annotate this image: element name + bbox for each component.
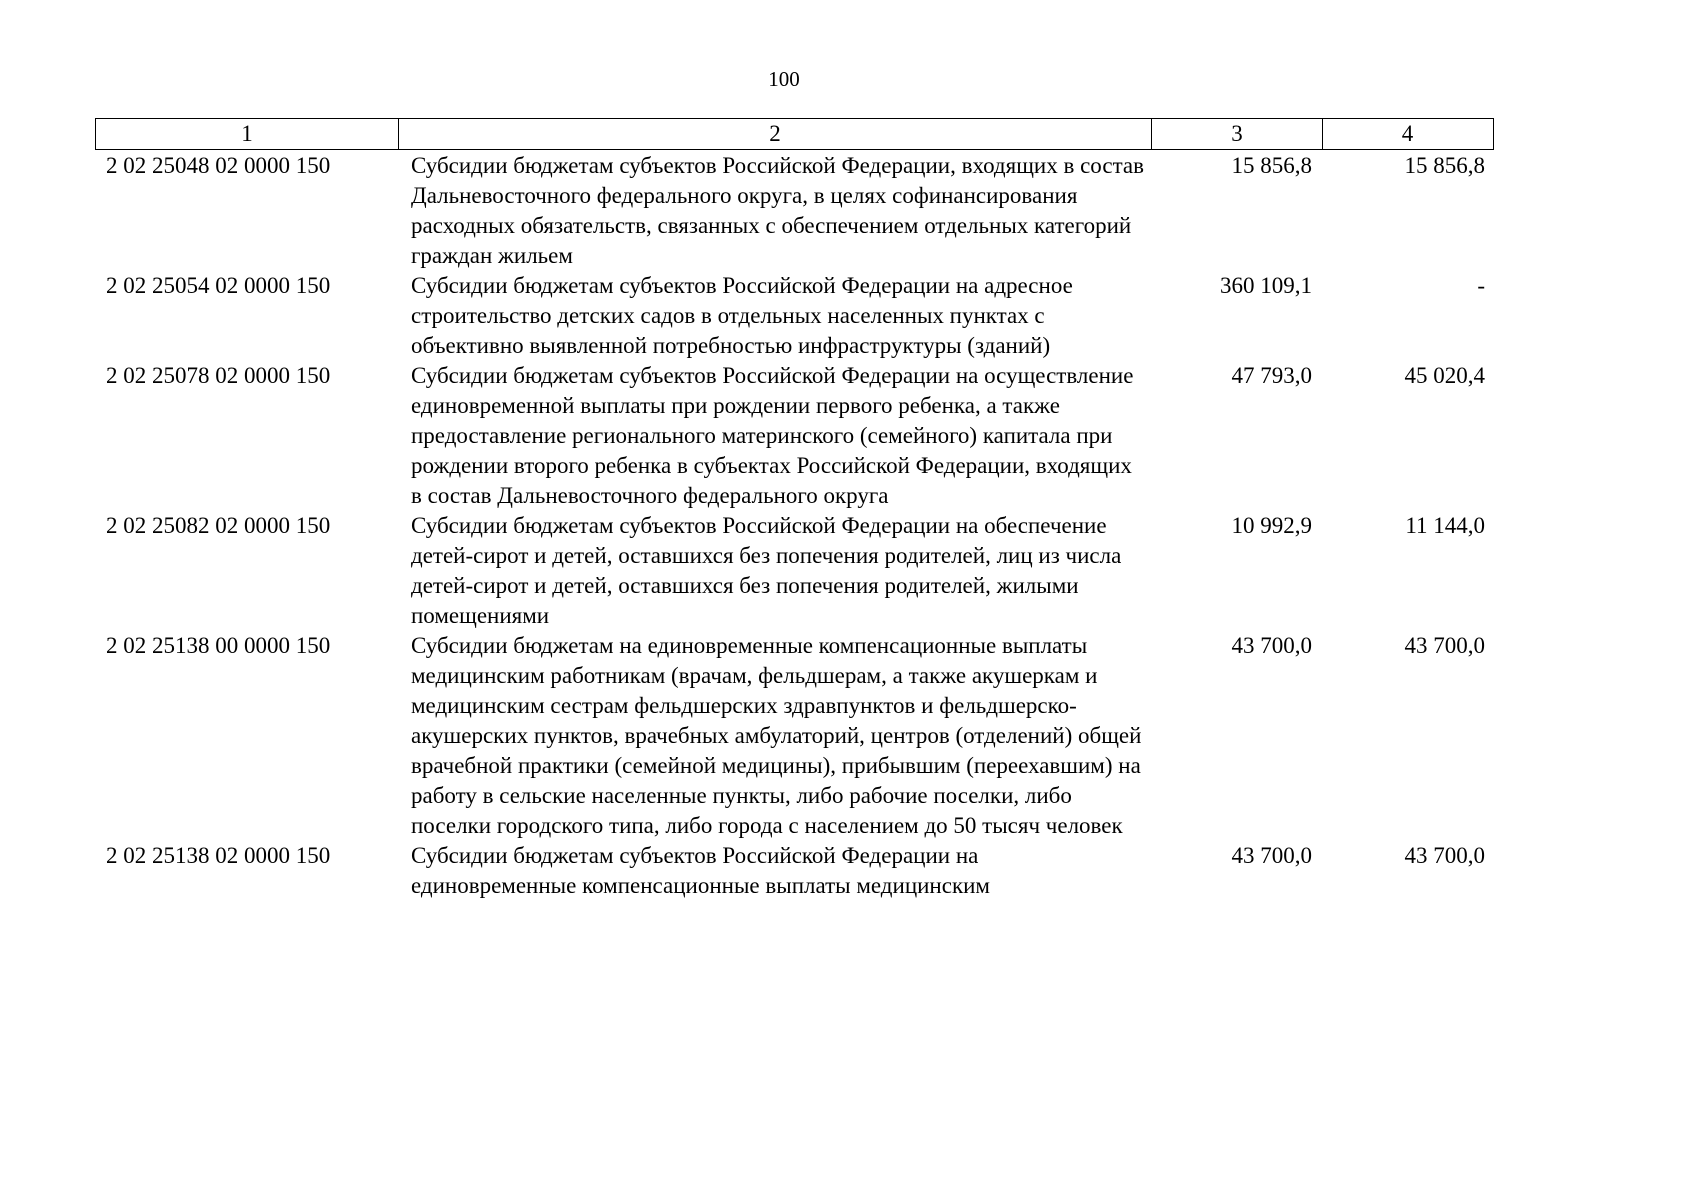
amount-col-4: 45 020,4	[1404, 363, 1485, 388]
amount-col-3: 10 992,9	[1231, 513, 1312, 538]
row-description: Субсидии бюджетам субъектов Российской Федерации на единовременные компенсационные выплаты медицинским	[411, 843, 990, 898]
table-row	[95, 511, 1494, 631]
row-description: Субсидии бюджетам на единовременные компенсационные выплаты медицинским работникам (врачам, фельдшерам, а также акушеркам и медицинским сестрам фельдшерских здравпунктов и фельдшерско-акушерских пунктов, врачебных амбулаторий, центров (отделений) общей врачебной практики (семейной медицины), прибывшим (переехавшим) на работу в сельские населенные пункты, либо рабочие поселки, либо поселки городского типа, либо города с населением до 50 тысяч человек	[411, 633, 1142, 838]
amount-col-3: 43 700,0	[1231, 843, 1312, 868]
amount-col-4: 15 856,8	[1404, 153, 1485, 178]
budget-code: 2 02 25048 02 0000 150	[106, 153, 331, 178]
budget-code: 2 02 25054 02 0000 150	[106, 273, 331, 298]
amount-col-3: 15 856,8	[1231, 153, 1312, 178]
row-description: Субсидии бюджетам субъектов Российской Федерации на адресное строительство детских садов в отдельных населенных пунктах с объективно выявленной потребностью инфраструктуры (зданий)	[411, 273, 1073, 358]
amount-col-3: 43 700,0	[1231, 633, 1312, 658]
header-col-2: 2	[399, 119, 1152, 149]
header-col-4: 4	[1401, 121, 1414, 146]
table-body	[95, 151, 1494, 901]
table-row	[95, 361, 1494, 511]
header-col-3: 3	[1152, 119, 1323, 149]
table-row	[95, 841, 1494, 901]
table-row	[95, 151, 1494, 271]
table-header-row	[95, 118, 1494, 150]
amount-col-4: 43 700,0	[1404, 843, 1485, 868]
row-description: Субсидии бюджетам субъектов Российской Федерации на осуществление единовременной выплаты при рождении первого ребенка, а также предоставление регионального материнского (семейного) капитала при рождении второго ребенка в субъектах Российской Федерации, входящих в состав Дальневосточного федерального округа	[411, 363, 1134, 508]
row-description: Субсидии бюджетам субъектов Российской Федерации, входящих в состав Дальневосточного федерального округа, в целях софинансирования расходных обязательств, связанных с обеспечением отдельных категорий граждан жильем	[411, 153, 1144, 268]
budget-code: 2 02 25082 02 0000 150	[106, 513, 331, 538]
budget-code: 2 02 25138 02 0000 150	[106, 843, 331, 868]
table-row	[95, 631, 1494, 841]
row-description: Субсидии бюджетам субъектов Российской Федерации на обеспечение детей-сирот и детей, оставшихся без попечения родителей, лиц из числа детей-сирот и детей, оставшихся без попечения родителей, жилыми помещениями	[411, 513, 1122, 628]
amount-col-4: -	[1477, 273, 1485, 298]
amount-col-3: 360 109,1	[1220, 273, 1312, 298]
table-row	[95, 271, 1494, 361]
budget-code: 2 02 25078 02 0000 150	[106, 363, 331, 388]
amount-col-4: 43 700,0	[1404, 633, 1485, 658]
budget-code: 2 02 25138 00 0000 150	[106, 633, 331, 658]
amount-col-3: 47 793,0	[1231, 363, 1312, 388]
header-col-1: 1	[96, 119, 399, 149]
page-number: 100	[768, 67, 800, 91]
amount-col-4: 11 144,0	[1405, 513, 1485, 538]
